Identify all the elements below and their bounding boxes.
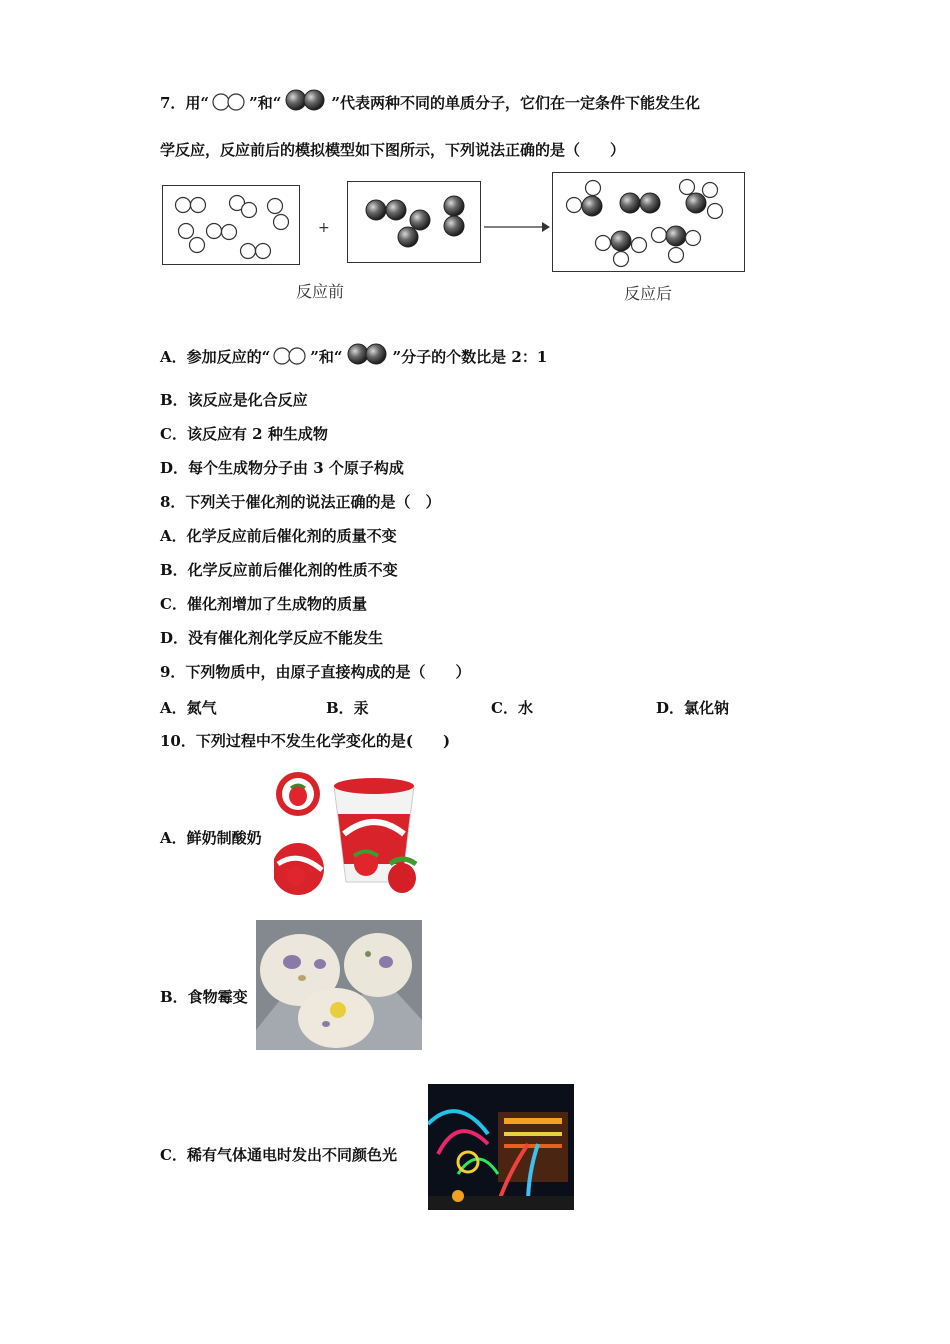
caption-before: 反应前	[296, 282, 345, 301]
white-molecule-icon	[272, 346, 308, 366]
q7-stem-line2: 学反应，反应前后的模拟模型如下图所示，下列说法正确的是（ ）	[160, 141, 626, 159]
q8-option-b: B．化学反应前后催化剂的性质不变	[160, 561, 398, 579]
q8-stem: 8．下列关于催化剂的说法正确的是（ ）	[160, 493, 441, 511]
dark-molecules-diagram	[348, 182, 480, 262]
reactant-dark-box	[347, 181, 481, 263]
product-box	[552, 172, 745, 272]
q9-option-b: B．汞	[326, 699, 369, 717]
q10-option-c: C．稀有气体通电时发出不同颜色光	[160, 1146, 397, 1164]
q9-option-a: A．氮气	[160, 699, 217, 717]
q7-option-d: D．每个生成物分子由 3 个原子构成	[160, 459, 404, 477]
white-molecules-diagram	[163, 186, 299, 264]
q7-option-b: B．该反应是化合反应	[160, 391, 308, 409]
dark-molecule-icon	[283, 88, 329, 112]
q7-option-a: A．参加反应的“ ”和“ ”分子的个数比是 2：1	[160, 342, 547, 367]
product-molecules-diagram	[553, 173, 744, 271]
caption-after: 反应后	[624, 284, 673, 303]
q9-option-d: D．氯化钠	[656, 699, 730, 717]
white-molecule-icon	[211, 92, 247, 112]
dark-molecule-icon	[345, 342, 391, 366]
q10-stem: 10．下列过程中不发生化学变化的是( )	[160, 732, 451, 750]
q10-option-b: B．食物霉变	[160, 988, 248, 1006]
reaction-arrow-icon	[484, 219, 550, 235]
reactant-white-box	[162, 185, 300, 265]
q9-stem: 9．下列物质中，由原子直接构成的是（ ）	[160, 663, 471, 681]
plus-sign: +	[318, 220, 330, 236]
yogurt-image	[274, 764, 432, 902]
moldy-food-image	[256, 920, 422, 1050]
neon-lights-image	[428, 1084, 574, 1210]
q7-option-c: C．该反应有 2 种生成物	[160, 425, 328, 443]
q8-option-c: C．催化剂增加了生成物的质量	[160, 595, 367, 613]
q8-option-a: A．化学反应前后催化剂的质量不变	[160, 527, 397, 545]
q10-option-a: A．鲜奶制酸奶	[160, 829, 262, 847]
q9-option-c: C．水	[491, 699, 533, 717]
q7-stem-line1: 7．用“ ”和“ ”代表两种不同的单质分子，它们在一定条件下能发生化	[160, 88, 700, 113]
q8-option-d: D．没有催化剂化学反应不能发生	[160, 629, 384, 647]
